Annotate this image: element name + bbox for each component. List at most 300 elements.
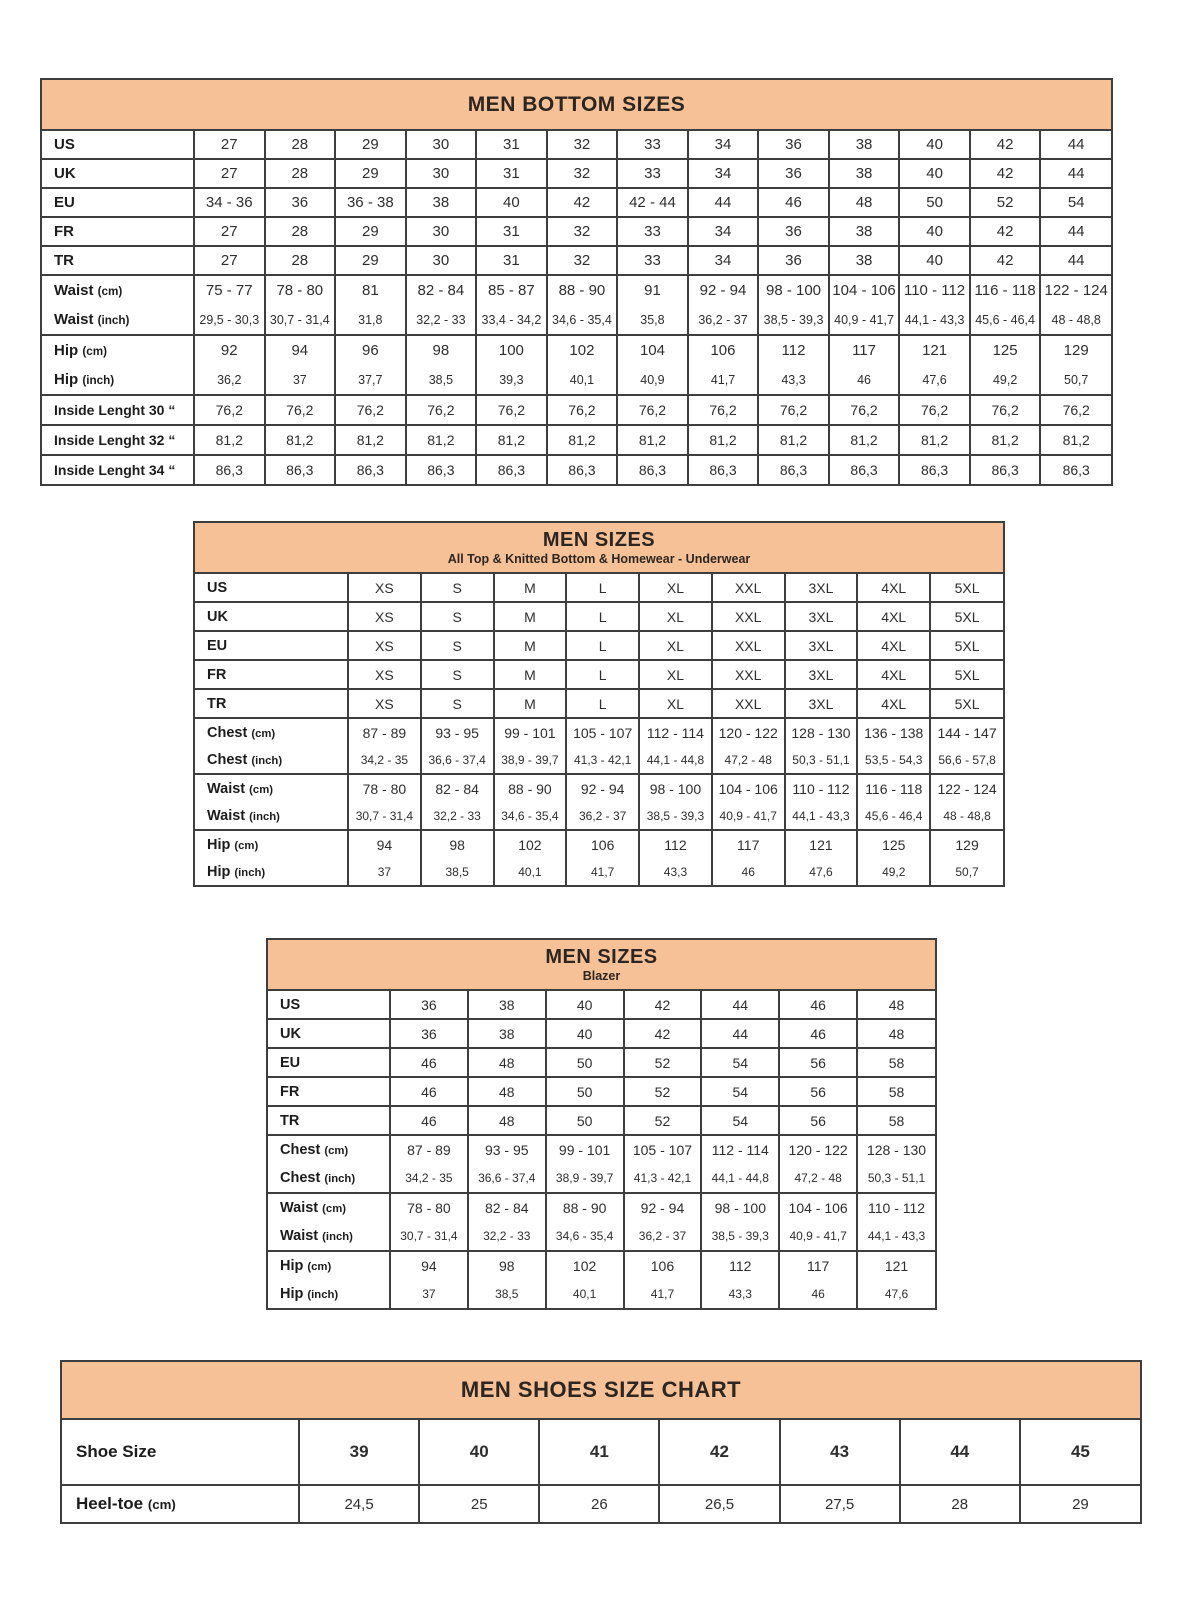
cell: 81,2 (617, 425, 688, 455)
row-label (268, 1164, 390, 1193)
cell: 47,2 - 48 (779, 1164, 857, 1193)
cell: 52 (970, 188, 1041, 217)
cell: 116 - 118 (857, 774, 930, 802)
cell: 82 - 84 (421, 774, 494, 802)
row-label-unit: (cm) (249, 783, 274, 796)
cell: 35,8 (617, 305, 688, 335)
cell: 40,9 - 41,7 (829, 305, 900, 335)
cell: 102 (546, 1251, 624, 1280)
cell: 129 (930, 830, 1003, 858)
cell: 5XL (930, 660, 1003, 689)
cell: 42 (659, 1420, 779, 1485)
cell: 106 (624, 1251, 702, 1280)
cell: 36,2 - 37 (566, 802, 639, 830)
cell: 87 - 89 (390, 1135, 468, 1164)
cell: 82 - 84 (468, 1193, 546, 1222)
cell: 106 (566, 830, 639, 858)
cell: 38 (829, 217, 900, 246)
row-label-text: Heel-toe (76, 1494, 144, 1513)
row-label-text: Hip (54, 342, 79, 359)
cell: 29 (335, 246, 406, 275)
row-label (195, 858, 348, 885)
cell: 76,2 (476, 395, 547, 425)
cell: 38,5 (406, 365, 477, 395)
cell: 38 (829, 131, 900, 159)
cell: 136 - 138 (857, 718, 930, 746)
cell: 42 - 44 (617, 188, 688, 217)
cell: 76,2 (406, 395, 477, 425)
cell: 81,2 (406, 425, 477, 455)
cell: 44 (1040, 159, 1111, 188)
men-bottom-sizes-row-inside-lenght-32 (42, 425, 1111, 455)
cell: 86,3 (547, 455, 618, 484)
cell: 32,2 - 33 (406, 305, 477, 335)
cell: 25 (419, 1485, 539, 1522)
cell: 31,8 (335, 305, 406, 335)
men-bottom-sizes-title: MEN BOTTOM SIZES (467, 92, 686, 116)
cell: 76,2 (970, 395, 1041, 425)
row-label-text: Inside Lenght 30 “ (54, 402, 176, 418)
row-label-text: UK (207, 608, 228, 625)
cell: S (421, 602, 494, 631)
men-sizes-blazer-subtitle: Blazer (582, 968, 621, 983)
cell: 34,6 - 35,4 (494, 802, 567, 830)
cell: 42 (547, 188, 618, 217)
row-label (268, 1077, 390, 1106)
cell: 36,6 - 37,4 (468, 1164, 546, 1193)
men-sizes-top-row-fr (195, 660, 1003, 689)
cell: 56 (779, 1048, 857, 1077)
cell: 54 (701, 1077, 779, 1106)
cell: 112 (758, 335, 829, 365)
cell: 92 - 94 (688, 275, 759, 305)
cell: 44,1 - 44,8 (639, 746, 712, 774)
cell: 50,7 (1040, 365, 1111, 395)
cell: L (566, 660, 639, 689)
cell: XL (639, 602, 712, 631)
cell: 48 (468, 1048, 546, 1077)
row-label-text: US (54, 136, 75, 153)
men-bottom-sizes-row-uk (42, 159, 1111, 188)
cell: 30 (406, 131, 477, 159)
cell: 96 (335, 335, 406, 365)
men-shoes-size-chart-row-shoe-size (62, 1420, 1140, 1485)
row-label-unit: (cm) (97, 285, 123, 298)
cell: 112 - 114 (701, 1135, 779, 1164)
cell: XL (639, 631, 712, 660)
cell: 46 (712, 858, 785, 885)
row-label (195, 689, 348, 718)
cell: 40 (546, 1019, 624, 1048)
cell: 3XL (785, 602, 858, 631)
cell: 54 (701, 1048, 779, 1077)
cell: XS (348, 574, 421, 602)
cell: 38,5 (468, 1280, 546, 1308)
row-label (42, 131, 194, 159)
cell: 121 (785, 830, 858, 858)
cell: 92 (194, 335, 265, 365)
men-sizes-top-row-hip-inch (195, 858, 1003, 885)
cell: 3XL (785, 660, 858, 689)
cell: 36 (758, 131, 829, 159)
row-label (268, 1048, 390, 1077)
men-sizes-top-table (193, 521, 1005, 887)
cell: 28 (265, 131, 336, 159)
cell: 3XL (785, 631, 858, 660)
cell: 30 (406, 217, 477, 246)
row-label-text: TR (207, 695, 227, 712)
cell: 86,3 (758, 455, 829, 484)
cell: 30,7 - 31,4 (390, 1222, 468, 1251)
cell: 34,2 - 35 (390, 1164, 468, 1193)
cell: 42 (970, 246, 1041, 275)
row-label-text: Chest (207, 724, 248, 741)
cell: 50,7 (930, 858, 1003, 885)
cell: 36 (758, 217, 829, 246)
cell: 50 (546, 1106, 624, 1135)
cell: 32 (547, 217, 618, 246)
men-bottom-sizes-header (42, 80, 1111, 131)
cell: 86,3 (899, 455, 970, 484)
cell: 5XL (930, 689, 1003, 718)
cell: 85 - 87 (476, 275, 547, 305)
cell: 32 (547, 159, 618, 188)
row-label-text: Shoe Size (76, 1442, 157, 1461)
cell: 47,2 - 48 (712, 746, 785, 774)
row-label (268, 1251, 390, 1280)
cell: 46 (390, 1048, 468, 1077)
row-label-unit: (inch) (249, 810, 280, 823)
cell: XS (348, 660, 421, 689)
cell: 86,3 (688, 455, 759, 484)
cell: S (421, 660, 494, 689)
cell: XS (348, 631, 421, 660)
cell: 36 (390, 1019, 468, 1048)
cell: 53,5 - 54,3 (857, 746, 930, 774)
cell: L (566, 574, 639, 602)
cell: 30 (406, 159, 477, 188)
cell: 30,7 - 31,4 (348, 802, 421, 830)
cell: 42 (624, 991, 702, 1019)
row-label-text: FR (54, 223, 74, 240)
row-label-text: Waist (280, 1228, 319, 1244)
row-label (268, 1019, 390, 1048)
cell: 112 - 114 (639, 718, 712, 746)
cell: 81,2 (829, 425, 900, 455)
cell: 81,2 (688, 425, 759, 455)
cell: XXL (712, 660, 785, 689)
row-label (268, 1106, 390, 1135)
cell: XXL (712, 631, 785, 660)
cell: 32 (547, 131, 618, 159)
cell: 33,4 - 34,2 (476, 305, 547, 335)
cell: 27 (194, 131, 265, 159)
cell: 98 (421, 830, 494, 858)
men-bottom-sizes-row-fr (42, 217, 1111, 246)
cell: 33 (617, 159, 688, 188)
cell: 33 (617, 246, 688, 275)
cell: 125 (857, 830, 930, 858)
cell: L (566, 689, 639, 718)
cell: 3XL (785, 574, 858, 602)
cell: L (566, 602, 639, 631)
cell: 58 (857, 1048, 935, 1077)
men-bottom-sizes-row-eu (42, 188, 1111, 217)
cell: 81,2 (547, 425, 618, 455)
row-label (195, 718, 348, 746)
row-label-unit: (inch) (324, 1173, 356, 1185)
cell: 78 - 80 (390, 1193, 468, 1222)
cell: 28 (265, 217, 336, 246)
cell: 92 - 94 (624, 1193, 702, 1222)
cell: 26 (539, 1485, 659, 1522)
cell: 86,3 (829, 455, 900, 484)
cell: 56,6 - 57,8 (930, 746, 1003, 774)
row-label (268, 1222, 390, 1251)
men-sizes-blazer-row-us (268, 991, 935, 1019)
row-label (268, 991, 390, 1019)
cell: XL (639, 689, 712, 718)
cell: 40,1 (494, 858, 567, 885)
cell: 50,3 - 51,1 (857, 1164, 935, 1193)
row-label-unit: (inch) (322, 1231, 353, 1243)
cell: 98 - 100 (639, 774, 712, 802)
row-label-unit: (inch) (82, 374, 115, 387)
cell: 46 (390, 1077, 468, 1106)
cell: 104 - 106 (712, 774, 785, 802)
cell: 50,3 - 51,1 (785, 746, 858, 774)
cell: 121 (857, 1251, 935, 1280)
cell: 81 (335, 275, 406, 305)
cell: 48 (857, 991, 935, 1019)
cell: 46 (390, 1106, 468, 1135)
cell: 44,1 - 43,3 (899, 305, 970, 335)
cell: 76,2 (688, 395, 759, 425)
cell: 38,5 - 39,3 (758, 305, 829, 335)
cell: 38 (406, 188, 477, 217)
men-sizes-blazer-row-uk (268, 1019, 935, 1048)
row-label (62, 1485, 299, 1522)
men-sizes-top-subtitle: All Top & Knitted Bottom & Homewear - Underwear (447, 551, 751, 566)
cell: 117 (829, 335, 900, 365)
cell: 44,1 - 43,3 (857, 1222, 935, 1251)
row-label-unit: (inch) (234, 866, 266, 879)
row-label-text: Waist (207, 807, 246, 824)
cell: 76,2 (617, 395, 688, 425)
cell: 76,2 (194, 395, 265, 425)
cell: 46 (758, 188, 829, 217)
men-sizes-top-row-uk (195, 602, 1003, 631)
men-sizes-top-row-chest-cm (195, 718, 1003, 746)
cell: 26,5 (659, 1485, 779, 1522)
men-sizes-blazer-table (266, 938, 937, 1310)
cell: 48 - 48,8 (930, 802, 1003, 830)
men-bottom-sizes-grid (42, 131, 1111, 484)
cell: 40,1 (546, 1280, 624, 1308)
row-label (42, 159, 194, 188)
row-label (268, 1280, 390, 1308)
cell: 110 - 112 (899, 275, 970, 305)
cell: M (494, 574, 567, 602)
cell: 34 (688, 159, 759, 188)
cell: 46 (779, 991, 857, 1019)
cell: 42 (970, 217, 1041, 246)
cell: 50 (546, 1077, 624, 1106)
cell: 4XL (857, 689, 930, 718)
cell: 27 (194, 217, 265, 246)
cell: 98 - 100 (758, 275, 829, 305)
cell: 112 (701, 1251, 779, 1280)
cell: 4XL (857, 602, 930, 631)
cell: 144 - 147 (930, 718, 1003, 746)
cell: 54 (701, 1106, 779, 1135)
row-label (195, 802, 348, 830)
row-label-text: EU (207, 637, 228, 654)
cell: 58 (857, 1077, 935, 1106)
cell: 46 (779, 1019, 857, 1048)
cell: 78 - 80 (265, 275, 336, 305)
row-label (42, 217, 194, 246)
men-bottom-sizes-row-waist-cm (42, 275, 1111, 305)
row-label-text: TR (54, 252, 74, 269)
cell: 40 (419, 1420, 539, 1485)
cell: 32,2 - 33 (421, 802, 494, 830)
row-label-text: Inside Lenght 34 “ (54, 462, 176, 478)
cell: 58 (857, 1106, 935, 1135)
row-label-text: UK (54, 165, 76, 182)
cell: 36,2 - 37 (688, 305, 759, 335)
men-sizes-blazer-row-waist-inch (268, 1222, 935, 1251)
cell: 27 (194, 246, 265, 275)
row-label (195, 660, 348, 689)
cell: 98 (468, 1251, 546, 1280)
cell: 24,5 (299, 1485, 419, 1522)
row-label (42, 275, 194, 305)
cell: 46 (829, 365, 900, 395)
cell: 48 - 48,8 (1040, 305, 1111, 335)
cell: 31 (476, 159, 547, 188)
cell: 81,2 (970, 425, 1041, 455)
row-label (42, 425, 194, 455)
cell: 40,9 - 41,7 (779, 1222, 857, 1251)
men-sizes-blazer-row-fr (268, 1077, 935, 1106)
cell: 40 (899, 217, 970, 246)
cell: XXL (712, 689, 785, 718)
row-label-text: Hip (207, 836, 231, 853)
cell: 106 (688, 335, 759, 365)
cell: 36,2 (194, 365, 265, 395)
cell: 38,9 - 39,7 (494, 746, 567, 774)
men-bottom-sizes-table (40, 78, 1113, 486)
cell: 122 - 124 (1040, 275, 1111, 305)
cell: 76,2 (758, 395, 829, 425)
cell: XL (639, 660, 712, 689)
cell: 31 (476, 131, 547, 159)
men-shoes-size-chart-title: MEN SHOES SIZE CHART (460, 1376, 742, 1402)
row-label-unit: (cm) (324, 1145, 349, 1157)
cell: 36 - 38 (335, 188, 406, 217)
cell: 40,9 (617, 365, 688, 395)
men-sizes-blazer-row-chest-inch (268, 1164, 935, 1193)
row-label-unit: (cm) (307, 1261, 332, 1273)
cell: 44 (1040, 246, 1111, 275)
cell: 86,3 (970, 455, 1041, 484)
cell: 128 - 130 (785, 718, 858, 746)
cell: M (494, 631, 567, 660)
row-label-text: US (280, 996, 301, 1013)
cell: 99 - 101 (494, 718, 567, 746)
row-label-text: Waist (54, 311, 94, 328)
row-label-unit: (cm) (82, 345, 108, 358)
cell: 88 - 90 (494, 774, 567, 802)
cell: 46 (779, 1280, 857, 1308)
cell: 30,7 - 31,4 (265, 305, 336, 335)
cell: 44 (1040, 217, 1111, 246)
row-label (42, 335, 194, 365)
row-label-text: TR (280, 1112, 300, 1129)
cell: 48 (468, 1077, 546, 1106)
cell: 31 (476, 217, 547, 246)
cell: 117 (712, 830, 785, 858)
cell: 29,5 - 30,3 (194, 305, 265, 335)
men-sizes-top-title: MEN SIZES (542, 528, 656, 551)
row-label-text: Hip (280, 1286, 304, 1302)
cell: 82 - 84 (406, 275, 477, 305)
cell: 110 - 112 (785, 774, 858, 802)
row-label (195, 574, 348, 602)
row-label-text: Waist (280, 1200, 319, 1216)
cell: 78 - 80 (348, 774, 421, 802)
cell: 86,3 (617, 455, 688, 484)
cell: 5XL (930, 631, 1003, 660)
cell: M (494, 689, 567, 718)
men-shoes-size-chart-table (60, 1360, 1142, 1524)
row-label-unit: (inch) (97, 314, 130, 327)
men-sizes-top-row-eu (195, 631, 1003, 660)
cell: M (494, 660, 567, 689)
cell: 5XL (930, 574, 1003, 602)
cell: 39 (299, 1420, 419, 1485)
row-label (195, 631, 348, 660)
cell: 38,9 - 39,7 (546, 1164, 624, 1193)
cell: 38 (468, 1019, 546, 1048)
cell: 41,7 (566, 858, 639, 885)
cell: 41 (539, 1420, 659, 1485)
cell: 4XL (857, 660, 930, 689)
cell: 28 (900, 1485, 1020, 1522)
cell: 29 (1020, 1485, 1140, 1522)
cell: 88 - 90 (546, 1193, 624, 1222)
men-bottom-sizes-row-hip-inch (42, 365, 1111, 395)
cell: 47,6 (857, 1280, 935, 1308)
cell: 102 (494, 830, 567, 858)
cell: 87 - 89 (348, 718, 421, 746)
cell: 105 - 107 (566, 718, 639, 746)
row-label-text: FR (280, 1083, 300, 1100)
cell: 112 (639, 830, 712, 858)
cell: 44 (701, 991, 779, 1019)
men-sizes-blazer-row-chest-cm (268, 1135, 935, 1164)
cell: 34,6 - 35,4 (546, 1222, 624, 1251)
cell: 34,2 - 35 (348, 746, 421, 774)
men-shoes-size-chart-grid (62, 1420, 1140, 1522)
cell: 32 (547, 246, 618, 275)
row-label (62, 1420, 299, 1485)
cell: 27 (194, 159, 265, 188)
cell: 37 (348, 858, 421, 885)
cell: 34 (688, 217, 759, 246)
cell: 36 (265, 188, 336, 217)
